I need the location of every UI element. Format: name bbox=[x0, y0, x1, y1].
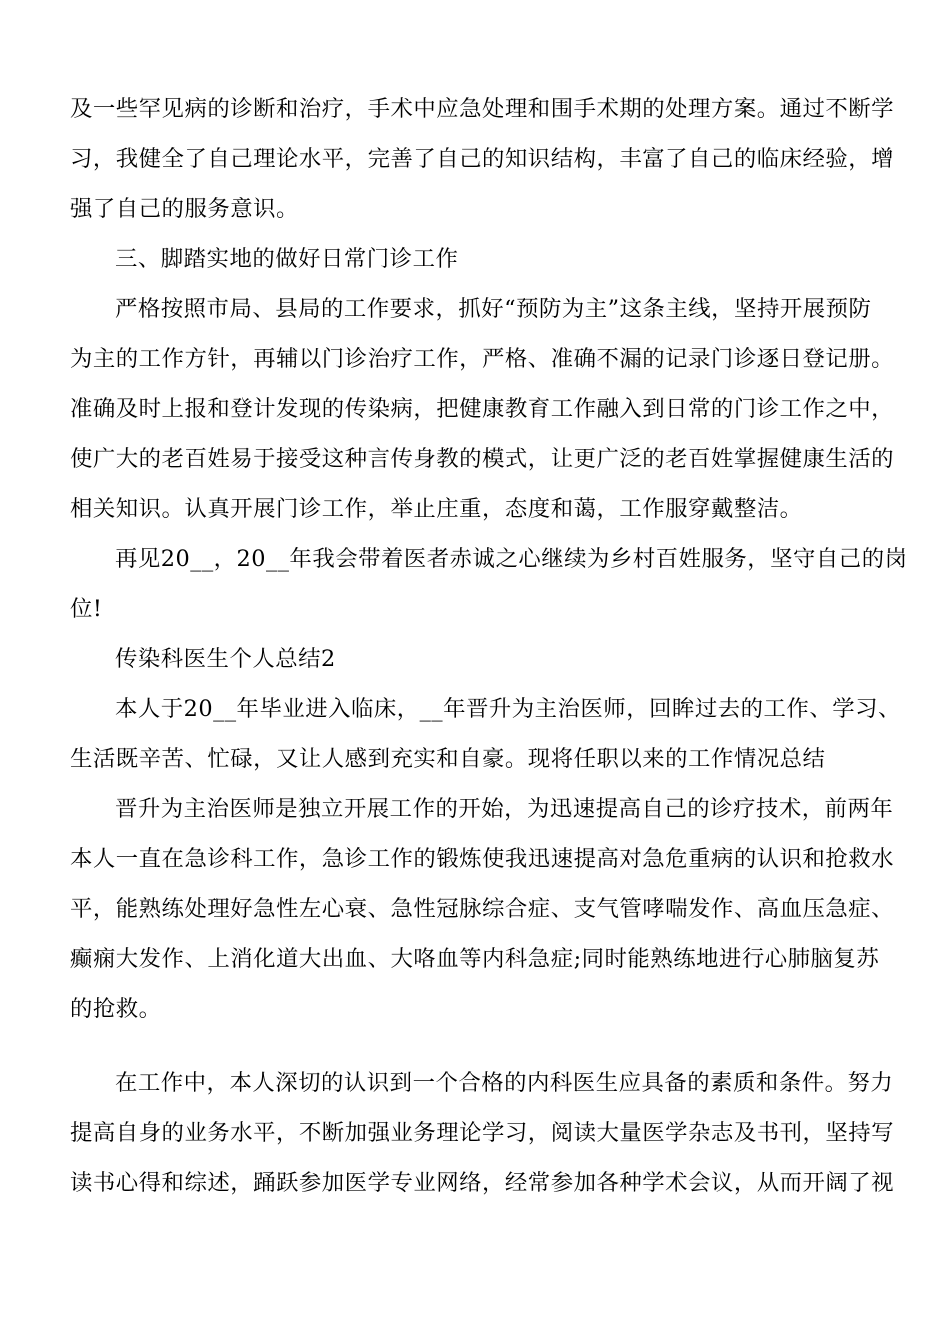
paragraph bbox=[70, 1064, 895, 1202]
heading-text: 传染科医生个人总结2 bbox=[115, 646, 336, 672]
text-line: 读书心得和综述，踊跃参加医学专业网络，经常参加各种学术会议，从而开阔了视 bbox=[70, 1170, 895, 1196]
section-heading bbox=[70, 240, 882, 278]
paragraph bbox=[70, 540, 908, 628]
text-line: 晋升为主治医师是独立开展工作的开始，为迅速提高自己的诊疗技术，前两年 bbox=[115, 796, 894, 822]
text-line: 的抢救。 bbox=[70, 996, 162, 1022]
text-line: 习，我健全了自己理论水平，完善了自己的知识结构，丰富了自己的临床经验，增 bbox=[70, 146, 895, 172]
document-page bbox=[70, 90, 908, 1202]
paragraph bbox=[70, 690, 901, 778]
heading-text: 三、脚踏实地的做好日常门诊工作 bbox=[115, 246, 459, 272]
text-line: 位! bbox=[70, 596, 103, 622]
text-line: 及一些罕见病的诊断和治疗，手术中应急处理和围手术期的处理方案。通过不断学 bbox=[70, 96, 895, 122]
text-line: 为主的工作方针，再辅以门诊治疗工作，严格、准确不漏的记录门诊逐日登记册。 bbox=[70, 346, 895, 372]
text-line: 提高自身的业务水平，不断加强业务理论学习，阅读大量医学杂志及书刊，坚持写 bbox=[70, 1120, 895, 1146]
paragraph bbox=[70, 790, 895, 1028]
text-line: 平，能熟练处理好急性左心衰、急性冠脉综合症、支气管哮喘发作、高血压急症、 bbox=[70, 896, 895, 922]
text-line: 强了自己的服务意识。 bbox=[70, 196, 299, 222]
text-line: 准确及时上报和登计发现的传染病，把健康教育工作融入到日常的门诊工作之中， bbox=[70, 396, 895, 422]
text-line: 严格按照市局、县局的工作要求，抓好“预防为主”这条主线，坚持开展预防 bbox=[115, 296, 872, 322]
text-line: 本人一直在急诊科工作，急诊工作的锻炼使我迅速提高对急危重病的认识和抢救水 bbox=[70, 846, 895, 872]
paragraph bbox=[70, 90, 895, 228]
text-line: 癫痫大发作、上消化道大出血、大咯血等内科急症;同时能熟练地进行心肺脑复苏 bbox=[70, 946, 880, 972]
text-line: 再见20__，20__年我会带着医者赤诚之心继续为乡村百姓服务，坚守自己的岗 bbox=[115, 546, 908, 572]
text-line: 本人于20__年毕业进入临床，__年晋升为主治医师，回眸过去的工作、学习、 bbox=[115, 696, 901, 722]
text-line: 使广大的老百姓易于接受这种言传身教的模式，让更广泛的老百姓掌握健康生活的 bbox=[70, 446, 895, 472]
text-line: 相关知识。认真开展门诊工作，举止庄重，态度和蔼，工作服穿戴整洁。 bbox=[70, 496, 803, 522]
text-line: 在工作中，本人深切的认识到一个合格的内科医生应具备的素质和条件。努力 bbox=[115, 1070, 894, 1096]
paragraph bbox=[70, 290, 895, 528]
section-heading bbox=[70, 640, 882, 678]
text-line: 生活既辛苦、忙碌，又让人感到充实和自豪。现将任职以来的工作情况总结 bbox=[70, 746, 826, 772]
